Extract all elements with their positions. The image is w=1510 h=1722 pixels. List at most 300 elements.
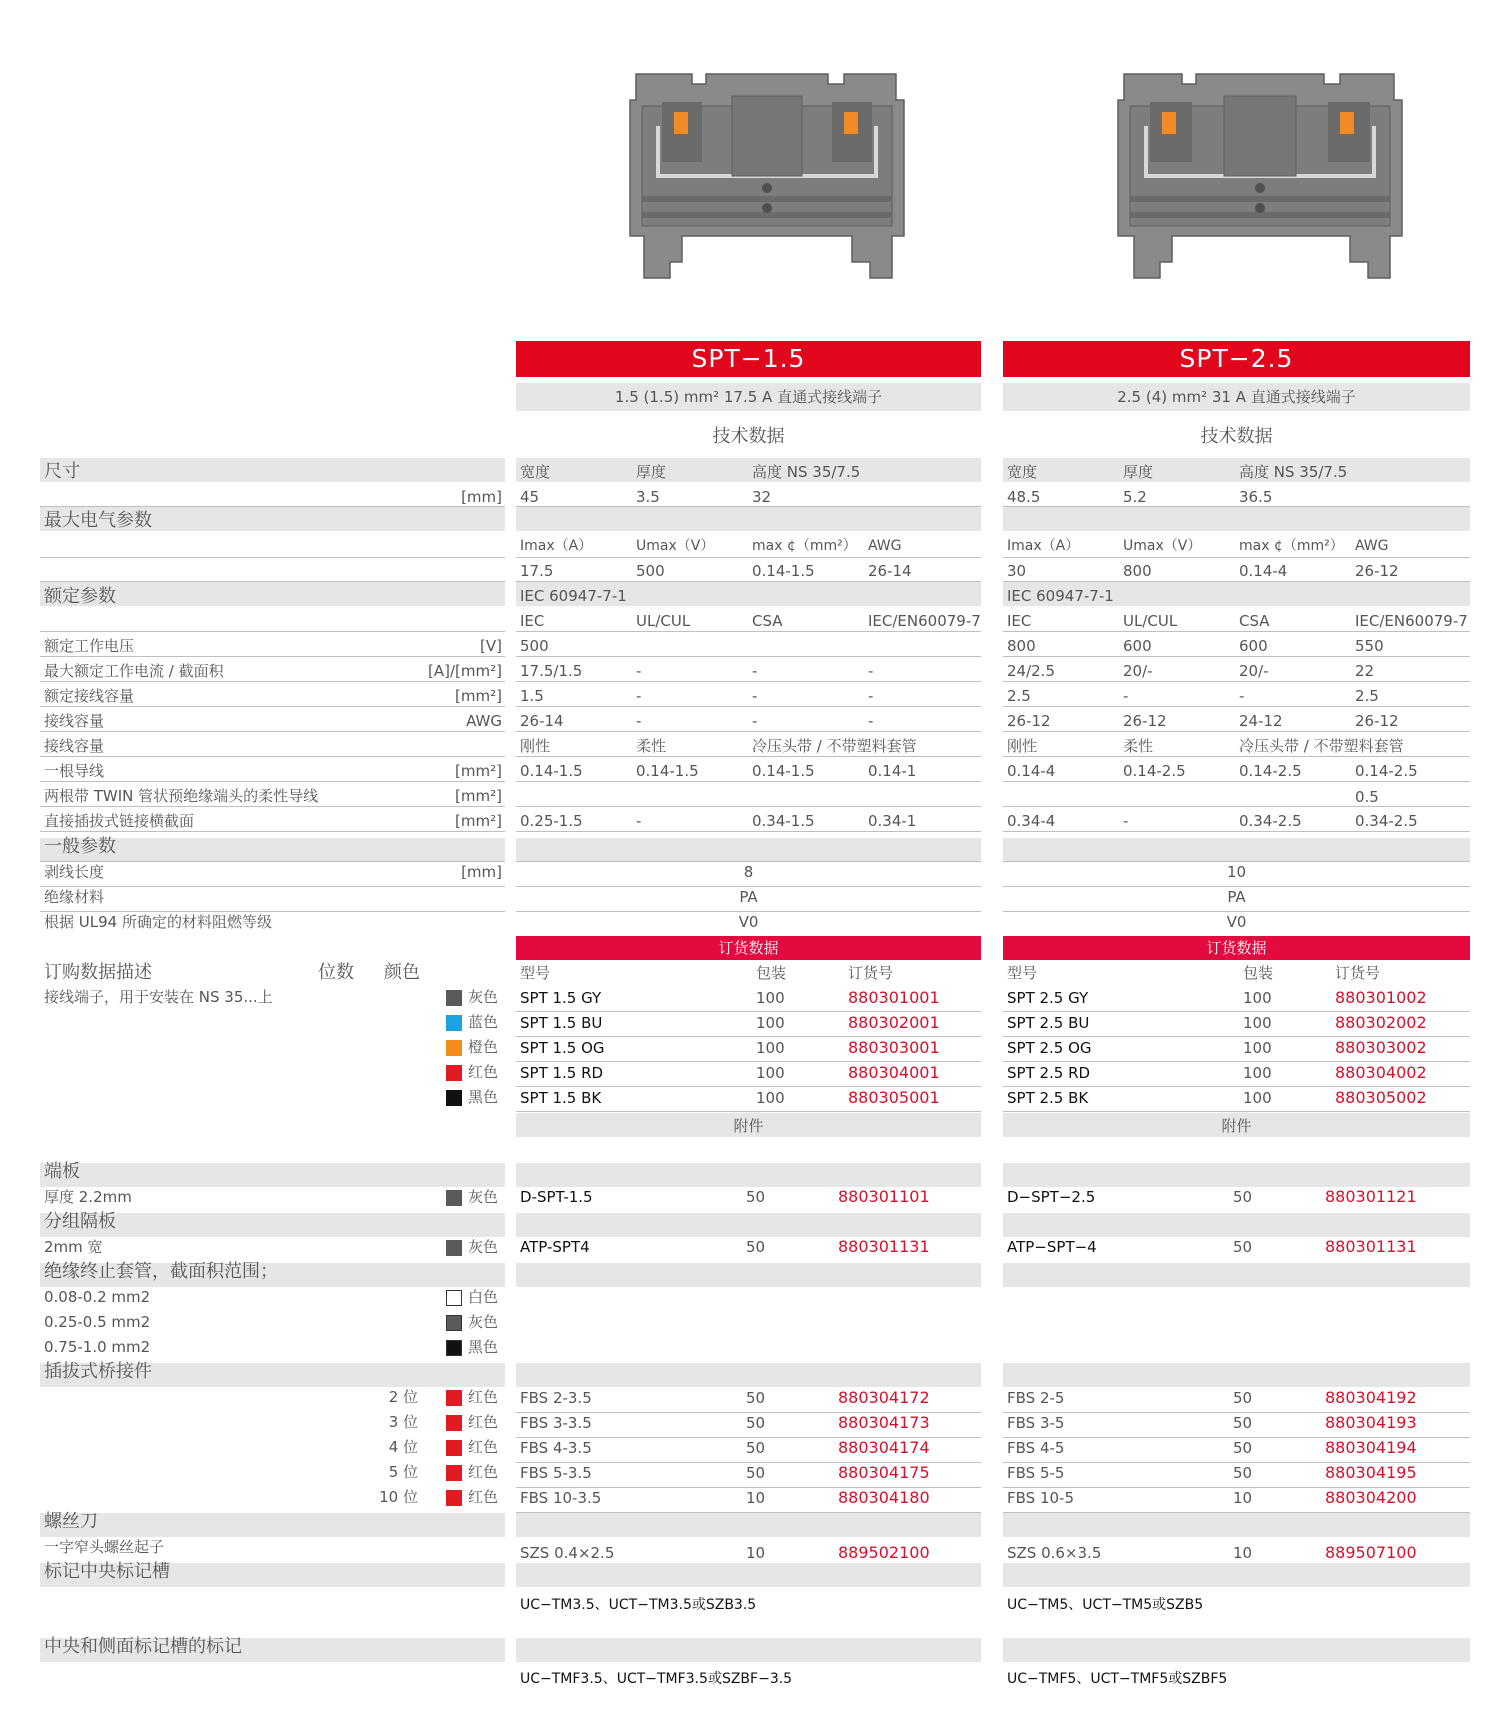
- left-band: [40, 1163, 505, 1187]
- row-divider: [40, 506, 505, 507]
- param-unit: AWG: [466, 712, 502, 730]
- elec-value: 30: [1007, 562, 1027, 580]
- flammability-rating: V0: [1226, 913, 1247, 931]
- sleeve-color: 灰色: [468, 1313, 499, 1331]
- conn-headers-value: 柔性: [1123, 737, 1154, 755]
- elec-header: Umax（V）: [1123, 538, 1202, 554]
- row-divider: [40, 806, 505, 807]
- cert-header: IEC/EN60079-7: [1355, 612, 1468, 630]
- dims-header: 高度 NS 35/7.5: [752, 463, 861, 481]
- column-band: [516, 1213, 981, 1237]
- awg-value: -: [752, 712, 758, 730]
- conn-headers-value: 刚性: [520, 737, 551, 755]
- column-band: [516, 507, 981, 531]
- bridge-swatch: [446, 1415, 462, 1431]
- column-band: [516, 1163, 981, 1187]
- partition-color: 灰色: [468, 1238, 499, 1256]
- row-divider: [516, 557, 981, 558]
- bridge-value: -: [636, 812, 642, 830]
- row-divider: [1003, 1036, 1470, 1037]
- general-label: 绝缘材料: [44, 888, 105, 906]
- section-sleeve: 绝缘终止套管，截面积范围；: [44, 1261, 278, 1282]
- dims-header: 高度 NS 35/7.5: [1239, 463, 1348, 481]
- row-divider: [40, 557, 505, 558]
- row-divider: [40, 911, 505, 912]
- sleeve-color: 白色: [468, 1288, 499, 1306]
- section-end-plate: 端板: [44, 1161, 80, 1182]
- partition-model: ATP−SPT−4: [1007, 1238, 1097, 1256]
- bridge-pack: 50: [746, 1414, 766, 1432]
- elec-value: 26-14: [868, 562, 912, 580]
- row-divider: [516, 731, 981, 732]
- rated-current-value: 20/-: [1123, 662, 1153, 680]
- row-divider: [516, 781, 981, 782]
- dims-value: 45: [520, 488, 540, 506]
- row-divider: [516, 1011, 981, 1012]
- bridge-model: FBS 10-5: [1007, 1489, 1074, 1507]
- iec-standard: IEC 60947-7-1: [1007, 587, 1114, 605]
- order-number: 880303002: [1335, 1038, 1427, 1057]
- order-pack: 100: [1243, 1039, 1272, 1057]
- bridge-pack: 10: [1233, 1489, 1253, 1507]
- left-band: [40, 1513, 505, 1537]
- partition-pack: 50: [746, 1238, 766, 1256]
- bridge-model: FBS 2-3.5: [520, 1389, 592, 1407]
- general-label: 剥线长度: [44, 863, 105, 881]
- row-divider: [1003, 706, 1470, 707]
- dims-value: 48.5: [1007, 488, 1041, 506]
- row-divider: [516, 656, 981, 657]
- rated-capacity-value: -: [868, 687, 874, 705]
- column-band: [1003, 1513, 1470, 1537]
- awg-value: 24-12: [1239, 712, 1283, 730]
- row-divider: [516, 911, 981, 912]
- order-desc-label: 订购数据描述: [44, 962, 152, 983]
- row-divider: [40, 886, 505, 887]
- marker-side-models: UC−TMF3.5、UCT−TMF3.5或SZBF−3.5: [520, 1671, 793, 1687]
- marker-center-models: UC−TM5、UCT−TM5或SZB5: [1007, 1597, 1204, 1613]
- awg-value: 26-12: [1007, 712, 1051, 730]
- row-divider: [40, 581, 505, 582]
- bridge-color: 红色: [468, 1488, 499, 1506]
- column-band: [516, 1563, 981, 1587]
- row-divider: [516, 1036, 981, 1037]
- row-divider: [40, 781, 505, 782]
- product-image-spt-1-5: [622, 66, 912, 286]
- end-plate-number: 880301101: [838, 1187, 930, 1206]
- row-divider: [40, 631, 505, 632]
- conn-headers-value: 刚性: [1007, 737, 1038, 755]
- bridge-model: FBS 4-5: [1007, 1439, 1065, 1457]
- awg-value: -: [636, 712, 642, 730]
- bridge-value: 0.34-4: [1007, 812, 1056, 830]
- product-image-spt-2-5: [1110, 66, 1410, 286]
- column-band: [516, 1513, 981, 1537]
- column-band: [1003, 1163, 1470, 1187]
- row-divider: [516, 1111, 981, 1112]
- marker-center-models: UC−TM3.5、UCT−TM3.5或SZB3.5: [520, 1597, 757, 1613]
- screwdriver-desc: 一字窄头螺丝起子: [44, 1538, 165, 1556]
- row-divider: [1003, 731, 1470, 732]
- param-unit: [A]/[mm²]: [428, 662, 502, 680]
- general-unit: [mm]: [461, 863, 502, 881]
- order-model: SPT 2.5 GY: [1007, 989, 1089, 1007]
- section-rated: 额定参数: [44, 586, 116, 607]
- dims-unit: [mm]: [461, 488, 502, 506]
- order-pack: 100: [1243, 989, 1272, 1007]
- elec-header: AWG: [868, 538, 902, 554]
- screwdriver-pack: 10: [1233, 1544, 1253, 1562]
- single-wire-value: 0.14-1: [868, 762, 917, 780]
- color-swatch: [446, 1015, 462, 1031]
- bridge-value: 0.34-1: [868, 812, 917, 830]
- order-data-header: 订货数据: [1003, 936, 1470, 960]
- order-pack: 100: [756, 1064, 785, 1082]
- row-divider: [1003, 631, 1470, 632]
- color-name: 灰色: [468, 988, 499, 1006]
- bridge-pack: 50: [1233, 1439, 1253, 1457]
- row-divider: [40, 706, 505, 707]
- color-name: 红色: [468, 1063, 499, 1081]
- row-divider: [516, 1061, 981, 1062]
- column-band: [1003, 1638, 1470, 1662]
- order-header: 型号: [520, 964, 551, 982]
- elec-header: Imax（A）: [520, 538, 593, 554]
- rated-current-value: 22: [1355, 662, 1375, 680]
- sleeve-swatch: [446, 1340, 462, 1356]
- awg-value: 26-12: [1355, 712, 1399, 730]
- column-band: [1003, 1213, 1470, 1237]
- partition-number: 880301131: [838, 1237, 930, 1256]
- order-header: 型号: [1007, 964, 1038, 982]
- rated-capacity-value: 1.5: [520, 687, 544, 705]
- single-wire-value: 0.14-2.5: [1123, 762, 1186, 780]
- order-model: SPT 1.5 BK: [520, 1089, 602, 1107]
- order-number: 880302001: [848, 1013, 940, 1032]
- bridge-number: 880304175: [838, 1463, 930, 1482]
- sleeve-range: 0.75-1.0 mm2: [44, 1338, 151, 1356]
- product-subtitle-1: 1.5 (1.5) mm² 17.5 A 直通式接线端子: [516, 383, 981, 411]
- single-wire-value: 0.14-1.5: [520, 762, 583, 780]
- cert-header: IEC/EN60079-7: [868, 612, 981, 630]
- order-header: 包装: [1243, 964, 1274, 982]
- bridge-swatch: [446, 1390, 462, 1406]
- rated-current-value: 17.5/1.5: [520, 662, 583, 680]
- color-name: 黑色: [468, 1088, 499, 1106]
- order-model: SPT 1.5 RD: [520, 1064, 604, 1082]
- row-divider: [40, 861, 505, 862]
- elec-value: 17.5: [520, 562, 554, 580]
- order-header: 订货号: [848, 964, 894, 982]
- sleeve-range: 0.25-0.5 mm2: [44, 1313, 151, 1331]
- param-unit: [V]: [480, 637, 502, 655]
- bridge-position: 4 位: [388, 1438, 418, 1456]
- row-divider: [1003, 581, 1470, 582]
- bridge-number: 880304180: [838, 1488, 930, 1507]
- row-divider: [516, 706, 981, 707]
- bridge-swatch: [446, 1465, 462, 1481]
- conn-headers-value: 柔性: [636, 737, 667, 755]
- sleeve-swatch: [446, 1315, 462, 1331]
- rated-current-value: 20/-: [1239, 662, 1269, 680]
- order-item-desc: 接线端子，用于安装在 NS 35...上: [44, 988, 273, 1006]
- order-number: 880305001: [848, 1088, 940, 1107]
- row-divider: [1003, 1512, 1470, 1513]
- order-model: SPT 2.5 BK: [1007, 1089, 1089, 1107]
- dims-value: 3.5: [636, 488, 660, 506]
- dims-value: 5.2: [1123, 488, 1147, 506]
- rated-capacity-value: -: [636, 687, 642, 705]
- param-label: 额定接线容量: [44, 687, 135, 705]
- param-label: 额定工作电压: [44, 637, 135, 655]
- bridge-pack: 10: [746, 1489, 766, 1507]
- bridge-swatch: [446, 1440, 462, 1456]
- partition-model: ATP-SPT4: [520, 1238, 590, 1256]
- order-pack: 100: [1243, 1014, 1272, 1032]
- rated-capacity-value: -: [1239, 687, 1245, 705]
- bridge-number: 880304172: [838, 1388, 930, 1407]
- end-plate-model: D−SPT−2.5: [1007, 1188, 1096, 1206]
- strip-length: 10: [1226, 863, 1247, 881]
- rated-voltage-value: 600: [1123, 637, 1152, 655]
- row-divider: [516, 806, 981, 807]
- section-general: 一般参数: [44, 836, 116, 857]
- row-divider: [1003, 886, 1470, 887]
- bridge-number: 880304174: [838, 1438, 930, 1457]
- column-band: [1003, 838, 1470, 862]
- section-marker-center: 标记中央标记槽: [44, 1561, 170, 1582]
- sleeve-color: 黑色: [468, 1338, 499, 1356]
- column-band: [516, 458, 981, 482]
- section-marker-side: 中央和侧面标记槽的标记: [44, 1636, 242, 1657]
- rated-current-value: -: [868, 662, 874, 680]
- column-band: [516, 1263, 981, 1287]
- bridge-value: -: [1123, 812, 1129, 830]
- bridge-pack: 50: [746, 1464, 766, 1482]
- order-header: 订货号: [1335, 964, 1381, 982]
- bridge-model: FBS 10-3.5: [520, 1489, 602, 1507]
- order-pack: 100: [756, 1039, 785, 1057]
- end-plate-pack: 50: [746, 1188, 766, 1206]
- screwdriver-number: 889502100: [838, 1543, 930, 1562]
- row-divider: [516, 861, 981, 862]
- column-band: [1003, 1363, 1470, 1387]
- single-wire-value: 0.14-1.5: [636, 762, 699, 780]
- row-divider: [40, 681, 505, 682]
- product-title-1: SPT−1.5: [516, 341, 981, 377]
- product-title-2: SPT−2.5: [1003, 341, 1470, 377]
- bridge-swatch: [446, 1490, 462, 1506]
- general-label: 根据 UL94 所确定的材料阻燃等级: [44, 913, 272, 931]
- partition-swatch: [446, 1240, 462, 1256]
- color-swatch: [446, 1090, 462, 1106]
- order-pack: 100: [756, 989, 785, 1007]
- column-band: [1003, 458, 1470, 482]
- position-label: 位数: [318, 962, 354, 983]
- bridge-model: FBS 4-3.5: [520, 1439, 592, 1457]
- end-plate-color: 灰色: [468, 1188, 499, 1206]
- bridge-pack: 50: [1233, 1464, 1253, 1482]
- cert-header: CSA: [752, 612, 783, 630]
- accessories-label: 附件: [733, 1117, 764, 1135]
- bridge-number: 880304173: [838, 1413, 930, 1432]
- conn-headers-value: 冷压头带 / 不带塑料套管: [1239, 737, 1404, 755]
- bridge-color: 红色: [468, 1438, 499, 1456]
- sleeve-swatch: [446, 1290, 462, 1306]
- product-subtitle-2: 2.5 (4) mm² 31 A 直通式接线端子: [1003, 383, 1470, 411]
- end-plate-number: 880301121: [1325, 1187, 1417, 1206]
- bridge-pack: 50: [1233, 1414, 1253, 1432]
- bridge-value: 0.34-2.5: [1355, 812, 1418, 830]
- rated-capacity-value: -: [1123, 687, 1129, 705]
- row-divider: [40, 656, 505, 657]
- screwdriver-pack: 10: [746, 1544, 766, 1562]
- rated-current-value: -: [752, 662, 758, 680]
- column-band: [1003, 507, 1470, 531]
- row-divider: [1003, 1011, 1470, 1012]
- order-model: SPT 1.5 GY: [520, 989, 602, 1007]
- bridge-number: 880304200: [1325, 1488, 1417, 1507]
- end-plate-desc: 厚度 2.2mm: [44, 1188, 132, 1206]
- elec-header: AWG: [1355, 538, 1389, 554]
- order-model: SPT 2.5 OG: [1007, 1039, 1092, 1057]
- column-band: [1003, 1563, 1470, 1587]
- tech-data-label-1: 技术数据: [712, 426, 785, 447]
- dims-value: 32: [752, 488, 772, 506]
- bridge-value: 0.34-1.5: [752, 812, 815, 830]
- color-swatch: [446, 1040, 462, 1056]
- single-wire-value: 0.14-4: [1007, 762, 1056, 780]
- single-wire-value: 0.14-2.5: [1355, 762, 1418, 780]
- single-wire-value: 0.14-1.5: [752, 762, 815, 780]
- bridge-model: FBS 3-3.5: [520, 1414, 592, 1432]
- color-name: 蓝色: [468, 1013, 499, 1031]
- order-data-header: 订货数据: [516, 936, 981, 960]
- rated-voltage-value: 550: [1355, 637, 1384, 655]
- row-divider: [1003, 1086, 1470, 1087]
- order-pack: 100: [756, 1089, 785, 1107]
- order-model: SPT 1.5 OG: [520, 1039, 605, 1057]
- partition-pack: 50: [1233, 1238, 1253, 1256]
- order-pack: 100: [756, 1014, 785, 1032]
- elec-value: 500: [636, 562, 665, 580]
- awg-value: 26-14: [520, 712, 564, 730]
- rated-capacity-value: 2.5: [1007, 687, 1031, 705]
- row-divider: [516, 831, 981, 832]
- color-swatch: [446, 990, 462, 1006]
- order-pack: 100: [1243, 1064, 1272, 1082]
- column-band: [516, 1363, 981, 1387]
- accessories-label: 附件: [1221, 1117, 1252, 1135]
- row-divider: [516, 681, 981, 682]
- order-header: 包装: [756, 964, 787, 982]
- order-model: SPT 1.5 BU: [520, 1014, 603, 1032]
- param-label: 最大额定工作电流 / 截面积: [44, 662, 224, 680]
- row-divider: [1003, 911, 1470, 912]
- strip-length: 8: [743, 863, 754, 881]
- bridge-model: FBS 5-3.5: [520, 1464, 592, 1482]
- color-label: 颜色: [384, 962, 420, 983]
- end-plate-pack: 50: [1233, 1188, 1253, 1206]
- bridge-model: FBS 5-5: [1007, 1464, 1065, 1482]
- bridge-number: 880304192: [1325, 1388, 1417, 1407]
- order-pack: 100: [1243, 1089, 1272, 1107]
- param-label: 接线容量: [44, 737, 105, 755]
- row-divider: [1003, 656, 1470, 657]
- row-divider: [1003, 557, 1470, 558]
- row-divider: [1003, 806, 1470, 807]
- order-number: 880301001: [848, 988, 940, 1007]
- section-screwdriver: 螺丝刀: [44, 1511, 98, 1532]
- row-divider: [40, 756, 505, 757]
- end-plate-model: D-SPT-1.5: [520, 1188, 593, 1206]
- section-bridge: 插拔式桥接件: [44, 1361, 152, 1382]
- bridge-pack: 50: [746, 1389, 766, 1407]
- dims-value: 36.5: [1239, 488, 1273, 506]
- elec-header: max ¢（mm²）: [1239, 538, 1344, 554]
- dims-header: 厚度: [1123, 463, 1154, 481]
- elec-value: 0.14-4: [1239, 562, 1288, 580]
- marker-side-models: UC−TMF5、UCT−TMF5或SZBF5: [1007, 1671, 1228, 1687]
- param-unit: [mm²]: [455, 687, 502, 705]
- row-divider: [516, 581, 981, 582]
- color-swatch: [446, 1065, 462, 1081]
- column-band: [1003, 1263, 1470, 1287]
- row-divider: [1003, 506, 1470, 507]
- row-divider: [1003, 681, 1470, 682]
- insulation-material: PA: [1227, 888, 1246, 906]
- rated-capacity-value: -: [752, 687, 758, 705]
- cert-header: IEC: [1007, 612, 1032, 630]
- dims-header: 宽度: [1007, 463, 1038, 481]
- rated-voltage-value: 500: [520, 637, 549, 655]
- screwdriver-model: SZS 0.6×3.5: [1007, 1544, 1102, 1562]
- single-wire-value: 0.14-2.5: [1239, 762, 1302, 780]
- param-label: 接线容量: [44, 712, 105, 730]
- cert-header: UL/CUL: [636, 612, 691, 630]
- iec-standard: IEC 60947-7-1: [520, 587, 627, 605]
- dims-header: 宽度: [520, 463, 551, 481]
- row-divider: [516, 1086, 981, 1087]
- bridge-pack: 50: [1233, 1389, 1253, 1407]
- elec-value: 800: [1123, 562, 1152, 580]
- column-band: [516, 1638, 981, 1662]
- order-number: 880304002: [1335, 1063, 1427, 1082]
- param-label: 直接插拔式链接横截面: [44, 812, 195, 830]
- column-band: [516, 838, 981, 862]
- order-number: 880302002: [1335, 1013, 1427, 1032]
- cert-header: CSA: [1239, 612, 1270, 630]
- bridge-color: 红色: [468, 1413, 499, 1431]
- bridge-number: 880304195: [1325, 1463, 1417, 1482]
- section-dims: 尺寸: [44, 461, 80, 482]
- bridge-number: 880304194: [1325, 1438, 1417, 1457]
- bridge-position: 3 位: [388, 1413, 418, 1431]
- tech-data-label-2: 技术数据: [1200, 426, 1273, 447]
- param-unit: [mm²]: [455, 787, 502, 805]
- bridge-position: 2 位: [388, 1388, 418, 1406]
- color-name: 橙色: [468, 1038, 499, 1056]
- rated-current-value: 24/2.5: [1007, 662, 1055, 680]
- row-divider: [516, 631, 981, 632]
- row-divider: [516, 886, 981, 887]
- row-divider: [1003, 831, 1470, 832]
- flammability-rating: V0: [738, 913, 759, 931]
- row-divider: [516, 506, 981, 507]
- twin-value: 0.5: [1355, 788, 1379, 806]
- rated-current-value: -: [636, 662, 642, 680]
- bridge-model: FBS 3-5: [1007, 1414, 1065, 1432]
